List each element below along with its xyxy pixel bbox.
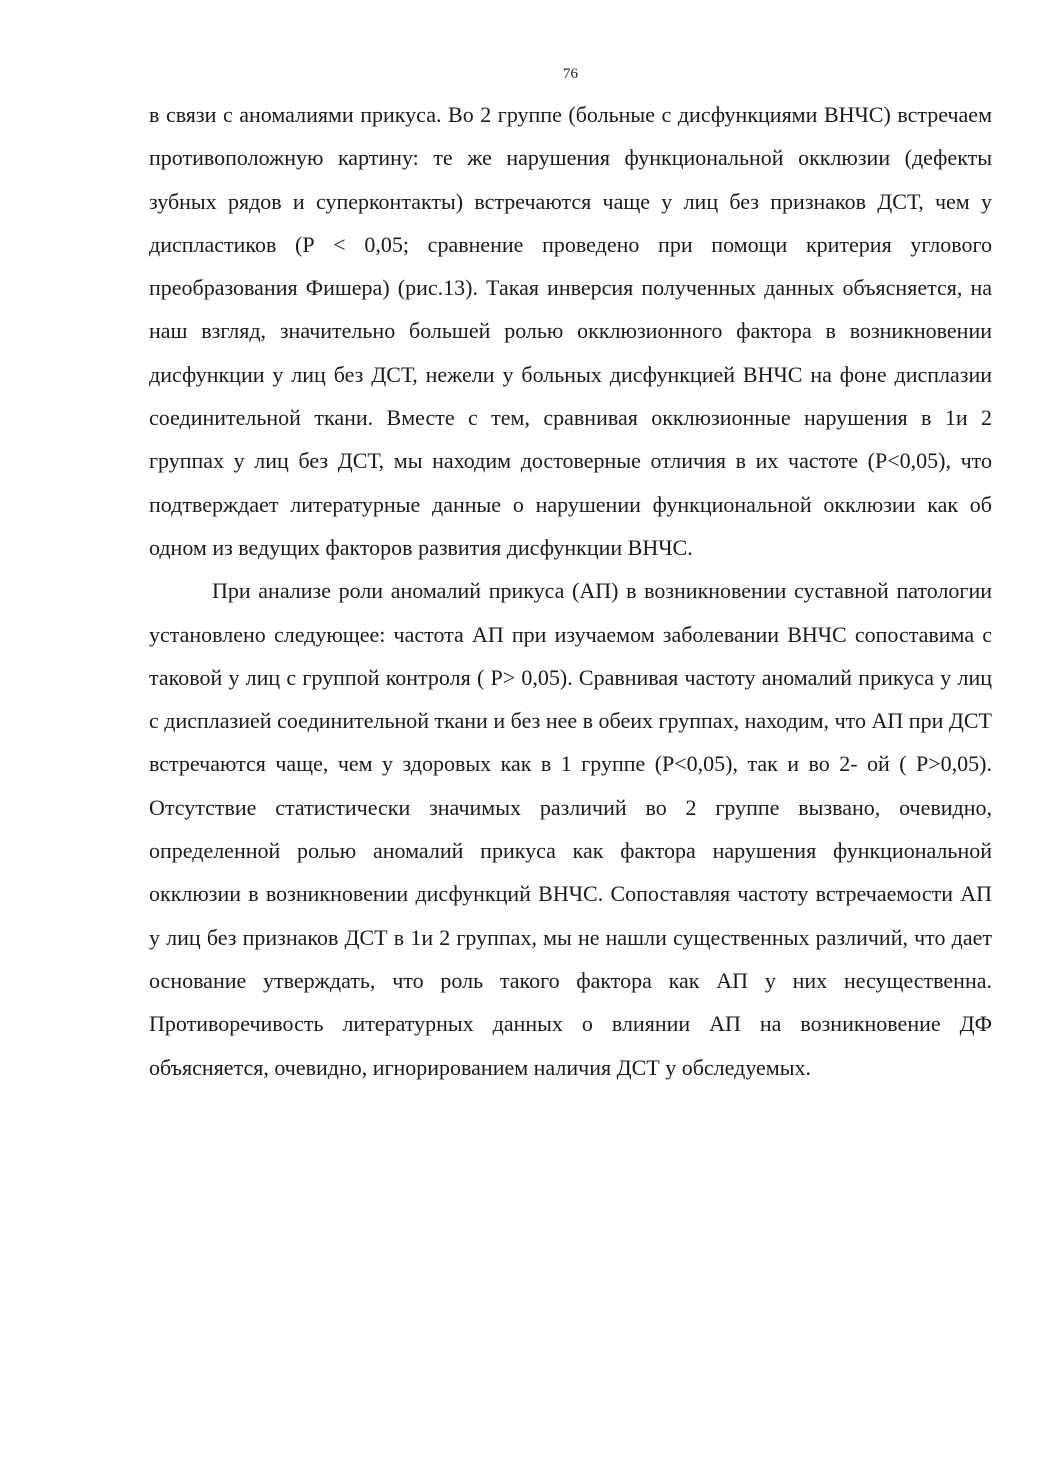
body-text	[149, 93, 992, 1089]
page-number: 76	[563, 66, 578, 82]
paragraph-occlusion-disorders: в связи с аномалиями прикуса. Во 2 группе (больные с дисфункциями ВНЧС) встречаем противоположную картину: те же нарушения функциональной окклюзии (дефекты зубных рядов и суперконтакты) встречаются чаще у лиц без признаков ДСТ, чем у диспластиков (Р < 0,05; сравнение проведено при помощи критерия углового преобразования Фишера) (рис.13). Такая инверсия полученных данных объясняется, на наш взгляд, значительно большей ролью окклюзионного фактора в возникновении дисфункции у лиц без ДСТ, нежели у больных дисфункцией ВНЧС на фоне дисплазии соединительной ткани. Вместе с тем, сравнивая окклюзионные нарушения в 1и 2 группах у лиц без ДСТ, мы находим достоверные отличия в их частоте (Р<0,05), что подтверждает литературные данные о нарушении функциональной окклюзии как об одном из ведущих факторов развития дисфункции ВНЧС.	[149, 102, 992, 560]
paragraph-bite-anomalies: При анализе роли аномалий прикуса (АП) в возникновении суставной патологии установлено следующее: частота АП при изучаемом заболевании ВНЧС сопоставима с таковой у лиц с группой контроля ( Р> 0,05). Сравнивая частоту аномалий прикуса у лиц с дисплазией соединительной ткани и без нее в обеих группах, находим, что АП при ДСТ встречаются чаще, чем у здоровых как в 1 группе (Р<0,05), так и во 2- ой ( Р>0,05). Отсутствие статистически значимых различий во 2 группе вызвано, очевидно, определенной ролью аномалий прикуса как фактора нарушения функциональной окклюзии в возникновении дисфункций ВНЧС. Сопоставляя частоту встречаемости АП у лиц без признаков ДСТ в 1и 2 группах, мы не нашли существенных различий, что дает основание утверждать, что роль такого фактора как АП у них несущественна. Противоречивость литературных данных о влиянии АП на возникновение ДФ объясняется, очевидно, игнорированием наличия ДСТ у обследуемых.	[149, 578, 992, 1080]
